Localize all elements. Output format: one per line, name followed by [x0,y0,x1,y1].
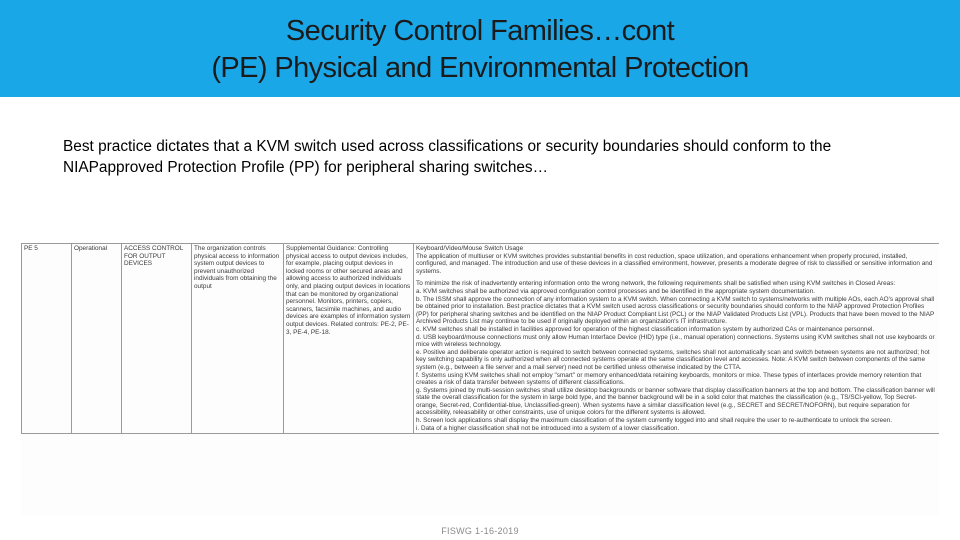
control-name-cell: ACCESS CONTROL FOR OUTPUT DEVICES [122,244,192,434]
overlay-paragraph: Keyboard/Video/Mouse Switch Usage [416,245,524,252]
overlay-paragraph: i. Data of a higher classification shall not be introduced into a system of a lower classification. [416,424,680,432]
overlay-paragraph: b. The ISSM shall approve the connection of any information system to a KVM switch. When connecting a KVM switch to systems/networks with multiple AOs, each AO's approval shall be obtained prior to installation. Best practice dictates that a KVM switch used across classifications or security boundaries should conform to the NIAP approved Protection Profiles (PP) for peripheral sharing switches and be identified on the NIAP Product Compliant List (PCL) or the NIAP Validated Products List (VPL). Products that have been moved to the NIAP Archived Products List may continue to be used if originally deployed within an organization's IT infrastructure. [416,295,935,326]
overlay-paragraph: d. USB keyboard/mouse connections must only allow Human Interface Device (HID) type (i.e., manual operation) connections. Systems using KVM switches shall not use keyboards or mice with wireless technology. [416,333,935,349]
slide-title-line1: Security Control Families…cont [285,15,675,47]
overlay-paragraphs [416,245,937,432]
overlay-paragraph: h. Screen lock applications shall display the maximum classification of the system currently logged into and shall require the user to re-authenticate to unlock the screen. [416,417,892,425]
control-text-cell: The organization controls physical access to information system output devices to prevent unauthorized individuals from obtaining the output [192,244,284,434]
overlay-paragraph: f. Systems using KVM switches shall not employ "smart" or memory enhanced/data retaining keyboards, monitors or mice. These types of interfaces provide memory retention that creates a risk of data transfer between systems of different classifications. [416,371,922,387]
overlay-paragraph: To minimize the risk of inadvertently entering information onto the wrong network, the following requirements shall be satisfied when using KVM switches in Closed Areas: [416,280,896,288]
overlay-paragraph: g. Systems joined by multi-session switches shall utilize desktop backgrounds or banner software that display classification banners at the top and bottom. The classification banner will state the overall classification for the system in large bold type, and the banner background will be in a solid color that matches the classification (e.g., TS/SCI-yellow, Top Secret-orange, Secret-red, Confidential-blue, Unclassified-green). When systems have a similar classification level (e.g., SECRET and SECRET/NOFORN), but require separation for accessibility, releasability or other constraints, use of unique colors for the different systems is allowed. [416,386,935,417]
guidance-cell: Supplemental Guidance: Controlling physical access to output devices includes, for example, placing output devices in locked rooms or other secured areas and allowing access to authorized individuals only, and placing output devices in locations that can be monitored by organizational personnel. Monitors, printers, copiers, scanners, facsimile machines, and audio devices are examples of information system output devices. Related controls: PE-2, PE-3, PE-4, PE-18. [284,244,414,434]
control-table [21,243,939,434]
slide-title-line2: (PE) Physical and Environmental Protection [211,52,749,84]
document-excerpt-image [21,243,939,516]
table-row [22,244,940,434]
control-type-cell: Operational [72,244,122,434]
overlay-paragraph: e. Positive and deliberate operator action is required to switch between connected systems, switches shall not automatically scan and switch between systems are not authorized; hot key switching capability is only authorized when all connected systems operate at the same classification level and accesses. Note: A KVM switch between components of the same system (e.g., between a file server and a mail server) need not be certified unless otherwise indicated by the CTTA. [416,348,930,371]
overlay-paragraph: The application of multiuser or KVM switches provides substantial benefits in cost reduction, space utilization, and operations enhancement when properly procured, installed, configured, and managed. The introduction and use of these devices in a classified environment, however, presents a moderate degree of risk to classified or sensitive information and systems. [416,252,933,275]
overlay-paragraph: c. KVM switches shall be installed in facilities approved for operation of the highest classification information system by authorized CAs or maintenance personnel. [416,325,875,333]
footer-text: FISWG 1-16-2019 [441,526,519,536]
control-id-cell: PE 5 [22,244,72,434]
title-banner [0,0,960,97]
overlay-cell [414,244,940,434]
intro-text: Best practice dictates that a KVM switch used across classifications or security boundaries should conform to the NIAPapproved Protection Profile (PP) for peripheral sharing switches… [63,138,832,176]
overlay-paragraph: a. KVM switches shall be authorized via approved configuration control processes and be identified in the appropriate system documentation. [416,287,815,295]
